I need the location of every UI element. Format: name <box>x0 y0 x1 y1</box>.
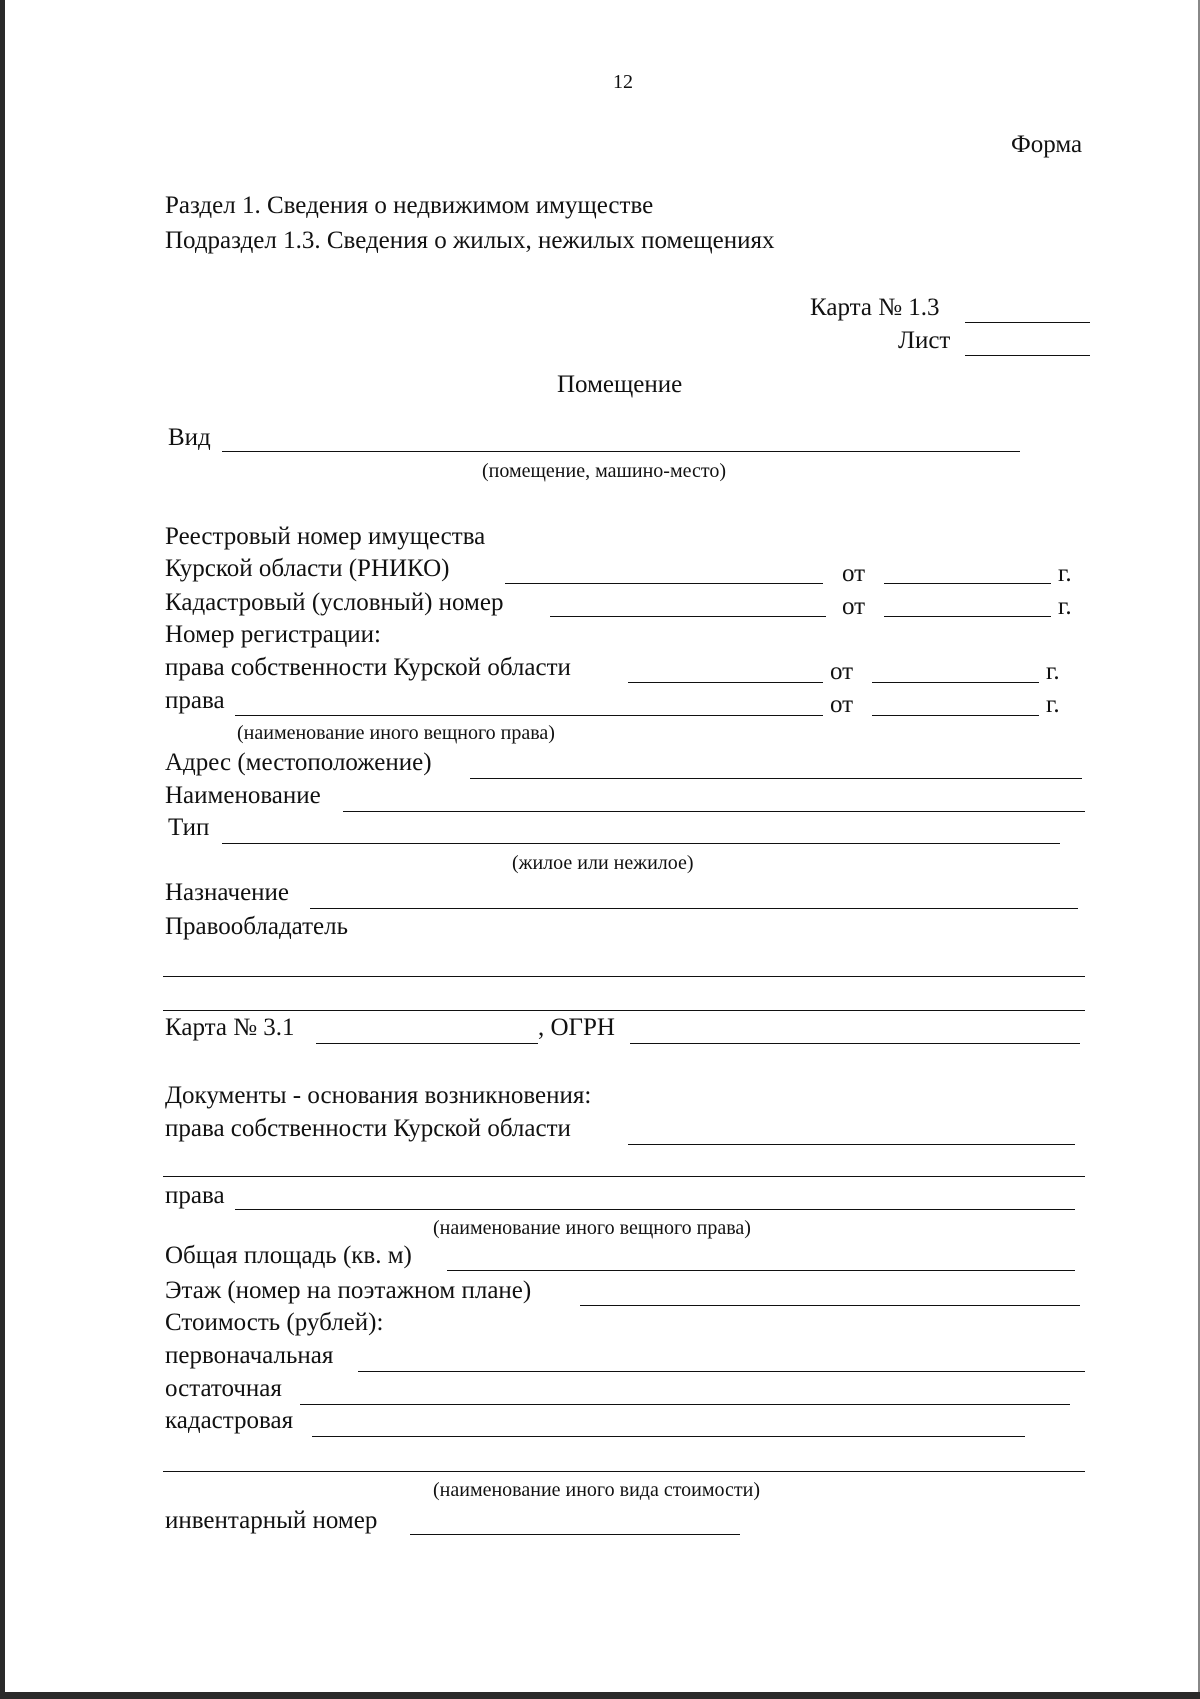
registration-right-field[interactable] <box>235 715 823 716</box>
holder-field-line1[interactable] <box>163 976 1085 977</box>
documents-right-field[interactable] <box>235 1209 1075 1210</box>
cost-other-field[interactable] <box>163 1471 1085 1472</box>
registry-from-label: от <box>842 560 866 587</box>
cost-initial-field[interactable] <box>358 1371 1085 1372</box>
section-title: Раздел 1. Сведения о недвижимом имуществе <box>165 192 654 219</box>
address-field[interactable] <box>470 778 1082 779</box>
documents-ownership-field-line2[interactable] <box>163 1176 1085 1177</box>
floor-field[interactable] <box>580 1305 1080 1306</box>
ogrn-field[interactable] <box>630 1043 1080 1044</box>
cost-residual-label: остаточная <box>165 1375 282 1402</box>
registration-label: Номер регистрации: <box>165 621 381 648</box>
type-label: Тип <box>168 814 210 841</box>
cost-label: Стоимость (рублей): <box>165 1309 384 1336</box>
type-field[interactable] <box>222 843 1060 844</box>
name-field[interactable] <box>343 811 1085 812</box>
page-number: 12 <box>613 71 633 93</box>
floor-label: Этаж (номер на поэтажном плане) <box>165 1277 532 1304</box>
form-label: Форма <box>1011 131 1083 158</box>
ogrn-label: , ОГРН <box>538 1014 615 1041</box>
purpose-field[interactable] <box>310 908 1078 909</box>
documents-label: Документы - основания возникновения: <box>165 1082 592 1109</box>
cost-initial-label: первоначальная <box>165 1342 334 1369</box>
registration-right-year-label: г. <box>1046 691 1060 718</box>
registration-right-from-label: от <box>830 691 854 718</box>
cadastral-number-field[interactable] <box>550 616 826 617</box>
kind-hint: (помещение, машино-место) <box>482 460 726 482</box>
scan-border-bottom <box>0 1692 1200 1699</box>
cadastral-number-label: Кадастровый (условный) номер <box>165 589 504 616</box>
registry-year-label: г. <box>1058 560 1072 587</box>
registration-ownership-field[interactable] <box>628 682 823 683</box>
registry-label-line2: Курской области (РНИКО) <box>165 555 450 582</box>
cost-cadastral-field[interactable] <box>312 1436 1025 1437</box>
registration-ownership-from-label: от <box>830 658 854 685</box>
registration-ownership-date-field[interactable] <box>872 682 1039 683</box>
registry-label-line1: Реестровый номер имущества <box>165 523 486 550</box>
cost-other-hint: (наименование иного вида стоимости) <box>433 1479 761 1501</box>
area-field[interactable] <box>447 1270 1075 1271</box>
type-hint: (жилое или нежилое) <box>512 852 694 874</box>
address-label: Адрес (местоположение) <box>165 749 432 776</box>
page-heading: Помещение <box>557 371 683 398</box>
cadastral-from-label: от <box>842 593 866 620</box>
inventory-number-label: инвентарный номер <box>165 1507 378 1534</box>
subsection-title: Подраздел 1.3. Сведения о жилых, нежилых помещениях <box>165 227 775 254</box>
card31-field[interactable] <box>316 1043 538 1044</box>
cost-cadastral-label: кадастровая <box>165 1407 294 1434</box>
sheet-label: Лист <box>898 327 951 354</box>
registration-right-label: права <box>165 687 225 714</box>
documents-right-label: права <box>165 1182 225 1209</box>
name-label: Наименование <box>165 782 321 809</box>
documents-ownership-label: права собственности Курской области <box>165 1115 571 1142</box>
purpose-label: Назначение <box>165 879 290 906</box>
registration-ownership-label: права собственности Курской области <box>165 654 571 681</box>
scan-border-left <box>0 0 5 1699</box>
sheet-field[interactable] <box>965 355 1090 356</box>
kind-field[interactable] <box>222 451 1020 452</box>
registration-right-date-field[interactable] <box>872 715 1039 716</box>
holder-field-line2[interactable] <box>163 1010 1085 1011</box>
inventory-number-field[interactable] <box>410 1534 740 1535</box>
card-number-label: Карта № 1.3 <box>810 294 940 321</box>
holder-label: Правообладатель <box>165 913 349 940</box>
registry-date-field[interactable] <box>884 583 1051 584</box>
kind-label: Вид <box>168 424 211 451</box>
documents-right-hint: (наименование иного вещного права) <box>433 1217 751 1239</box>
documents-ownership-field[interactable] <box>628 1144 1075 1145</box>
cost-residual-field[interactable] <box>300 1404 1070 1405</box>
area-label: Общая площадь (кв. м) <box>165 1242 412 1269</box>
registry-number-field[interactable] <box>505 583 823 584</box>
card31-label: Карта № 3.1 <box>165 1014 295 1041</box>
registration-ownership-year-label: г. <box>1046 658 1060 685</box>
card-number-field[interactable] <box>965 322 1090 323</box>
cadastral-year-label: г. <box>1058 593 1072 620</box>
cadastral-date-field[interactable] <box>884 616 1051 617</box>
registration-right-hint: (наименование иного вещного права) <box>237 722 555 744</box>
